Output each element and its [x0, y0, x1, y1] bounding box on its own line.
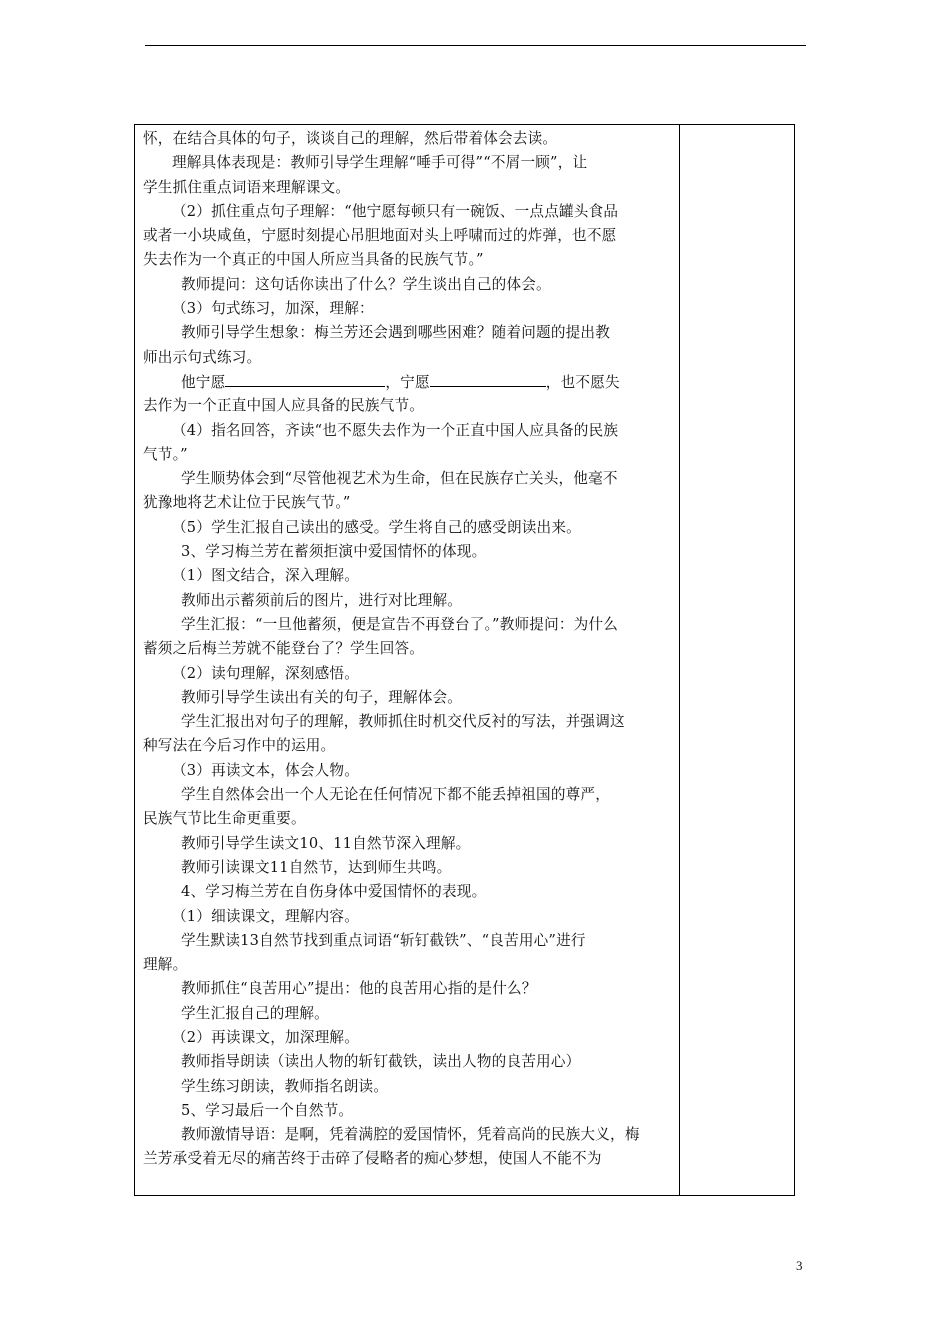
text-line: 种写法在今后习作中的运用。	[143, 737, 336, 755]
text-line: 教师出示蓄须前后的图片，进行对比理解。	[181, 591, 463, 609]
fill-in-suffix: ，也不愿失	[545, 373, 620, 391]
fill-in-middle: ，宁愿	[385, 373, 430, 391]
text-line: 怀，在结合具体的句子，谈谈自己的理解，然后带着体会去读。	[143, 130, 558, 147]
text-line: 理解具体表现是：教师引导学生理解“唾手可得”“不屑一顾”，让	[172, 154, 588, 172]
notes-cell	[680, 125, 794, 1195]
text-line: 师出示句式练习。	[143, 348, 262, 366]
text-line: 学生顺势体会到“尽管他视艺术为生命，但在民族存亡关头，他毫不	[181, 470, 618, 488]
text-line: 兰芳承受着无尽的痛苦终于击碎了侵略者的痴心梦想，使国人不能不为	[143, 1150, 602, 1168]
text-line: （4）指名回答，齐读“也不愿失去作为一个正直中国人应具备的民族	[172, 421, 619, 439]
text-line: 犹豫地将艺术让位于民族气节。”	[143, 494, 351, 512]
header-rule	[145, 45, 806, 46]
text-line: 教师指导朗读（读出人物的斩钉截铁，读出人物的良苦用心）	[181, 1053, 581, 1071]
text-line: 教师激情导语：是啊，凭着满腔的爱国情怀，凭着高尚的民族大义，梅	[181, 1126, 640, 1144]
fill-in-blank-2[interactable]	[430, 370, 546, 387]
fill-in-prefix: 他宁愿	[181, 373, 226, 391]
text-line: 学生汇报：“一旦他蓄须，便是宣告不再登台了。”教师提问：为什么	[181, 615, 619, 633]
lesson-plan-table	[134, 124, 795, 1196]
text-line: （1）图文结合，深入理解。	[172, 567, 360, 585]
text-line: 教师引导学生读文10、11自然节深入理解。	[181, 834, 471, 852]
text-line: 教师提问：这句话你读出了什么？学生谈出自己的体会。	[181, 275, 551, 293]
text-line: 教师引读课文11自然节，达到师生共鸣。	[181, 858, 452, 876]
fill-in-sentence	[143, 370, 679, 394]
text-line: 5、学习最后一个自然节。	[181, 1101, 354, 1119]
text-line: 学生自然体会出一个人无论在任何情况下都不能丢掉祖国的尊严，	[181, 786, 611, 804]
text-line: 教师抓住“良苦用心”提出：他的良苦用心指的是什么？	[181, 980, 537, 998]
text-line: 蓄须之后梅兰芳就不能登台了？学生回答。	[143, 640, 425, 658]
text-line: 民族气节比生命更重要。	[143, 810, 306, 828]
text-line: （3）句式练习，加深，理解：	[172, 300, 374, 318]
fill-in-blank-1[interactable]	[225, 370, 385, 387]
text-line: （2）再读课文，加深理解。	[172, 1028, 360, 1046]
text-line: 学生练习朗读，教师指名朗读。	[181, 1077, 389, 1095]
text-line: 理解。	[143, 956, 188, 974]
content-cell	[135, 125, 680, 1195]
text-line: 去作为一个正直中国人应具备的民族气节。	[143, 397, 425, 415]
text-line: 失去作为一个真正的中国人所应当具备的民族气节。”	[143, 251, 484, 269]
text-line: 学生默读13自然节找到重点词语“斩钉截铁”、“良苦用心”进行	[181, 931, 586, 949]
text-line: （2）读句理解，深刻感悟。	[172, 664, 360, 682]
text-line: 教师引导学生读出有关的句子，理解体会。	[181, 688, 463, 706]
text-line: 3、学习梅兰芳在蓄须拒演中爱国情怀的体现。	[181, 543, 487, 561]
text-line: （1）细读课文，理解内容。	[172, 907, 360, 925]
text-line: 教师引导学生想象：梅兰芳还会遇到哪些困难？随着问题的提出教	[181, 324, 611, 342]
text-line: （5）学生汇报自己读出的感受。学生将自己的感受朗读出来。	[172, 518, 581, 536]
text-line: 学生汇报出对句子的理解，教师抓住时机交代反衬的写法，并强调这	[181, 713, 625, 731]
text-line: 学生汇报自己的理解。	[181, 1004, 329, 1022]
text-line: （3）再读文本，体会人物。	[172, 761, 360, 779]
text-line: 4、学习梅兰芳在自伤身体中爱国情怀的表现。	[181, 883, 487, 901]
text-line: 学生抓住重点词语来理解课文。	[143, 178, 351, 196]
text-line: （2）抓住重点句子理解：“他宁愿每顿只有一碗饭、一点点罐头食品	[172, 202, 619, 220]
text-line: 或者一小块咸鱼，宁愿时刻提心吊胆地面对头上呼啸而过的炸弹，也不愿	[143, 227, 617, 245]
page-number: 3	[796, 1258, 803, 1273]
text-line: 气节。”	[143, 445, 188, 463]
